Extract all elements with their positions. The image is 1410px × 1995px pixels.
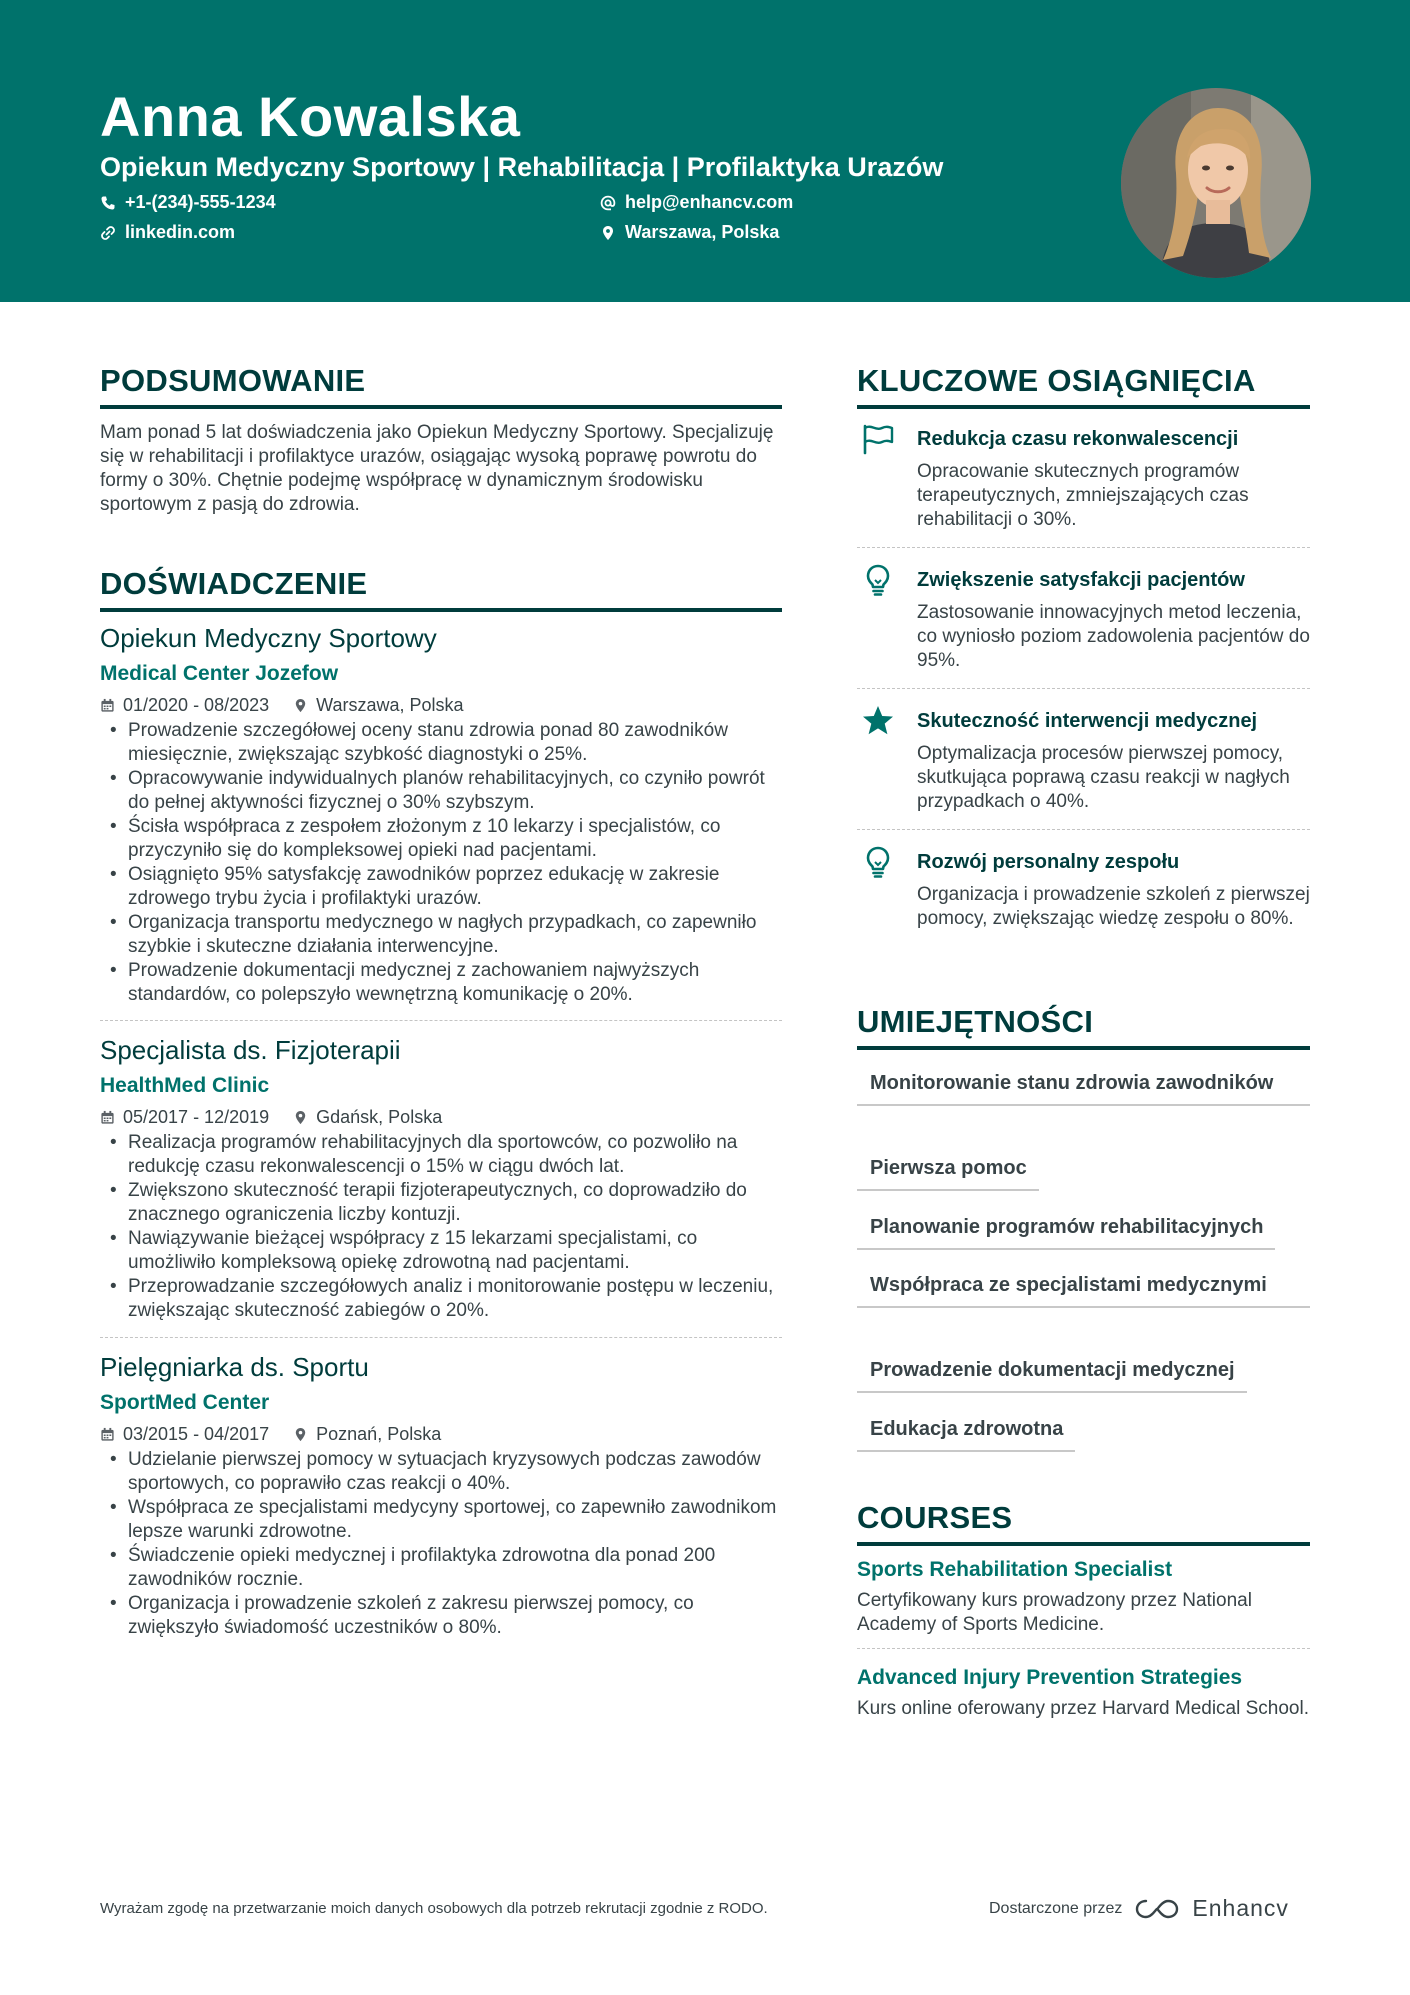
star-icon (861, 704, 895, 738)
job-bullet: • Nawiązywanie bieżącej współpracy z 15 lekarzami specjalistami, co umożliwiło kompleksową opiekę zdrowotną nad pacjentami. (100, 1227, 782, 1275)
job-bullet: • Organizacja transportu medycznego w nagłych przypadkach, co zapewniło szybkie i skuteczne działania interwencyjne. (100, 911, 782, 959)
skill-tag: Współpraca ze specjalistami medycznymi (857, 1272, 1310, 1308)
job-meta (100, 1105, 782, 1129)
skill-tag: Planowanie programów rehabilitacyjnych (857, 1214, 1275, 1250)
summary-section-title: PODSUMOWANIE (100, 363, 782, 409)
job-bullet: • Prowadzenie szczegółowej oceny stanu zdrowia ponad 80 zawodników miesięcznie, zwiększając szybkość diagnostyki o 25%. (100, 719, 782, 767)
job-company[interactable]: SportMed Center (100, 1391, 270, 1414)
location-pin-icon (293, 1110, 308, 1125)
job-entry (100, 1034, 782, 1323)
job-divider (100, 1337, 782, 1338)
calendar-icon (100, 1427, 115, 1442)
job-entry (100, 622, 782, 1007)
course-desc: Certyfikowany kurs prowadzony przez National Academy of Sports Medicine. (857, 1590, 1252, 1635)
job-bullet: • Świadczenie opieki medycznej i profilaktyka zdrowotna dla ponad 200 zawodników rocznie. (100, 1544, 782, 1592)
job-bullet: • Przeprowadzanie szczegółowych analiz i monitorowanie postępu w leczeniu, zwiększając skuteczność zabiegów o 20%. (100, 1275, 782, 1323)
achievement-desc: Zastosowanie innowacyjnych metod leczenia, co wyniosło poziom zadowolenia pacjentów do 95%. (917, 602, 1310, 671)
job-dates: 05/2017 - 12/2019 (123, 1107, 270, 1127)
footer-brand[interactable] (989, 1895, 1289, 1922)
achievement-title: Redukcja czasu rekonwalescencji (917, 428, 1239, 450)
job-meta (100, 693, 782, 717)
job-bullet: • Zwiększono skuteczność terapii fizjoterapeutycznych, co doprowadziło do znacznego ograniczenia liczby kontuzji. (100, 1179, 782, 1227)
achievement-divider (857, 688, 1310, 689)
contact-email[interactable] (600, 192, 793, 213)
job-bullet: • Prowadzenie dokumentacji medycznej z zachowaniem najwyższych standardów, co polepszyło wewnętrzną komunikację o 20%. (100, 959, 782, 1007)
job-dates: 03/2015 - 04/2017 (123, 1424, 270, 1444)
job-bullet: • Udzielanie pierwszej pomocy w sytuacjach kryzysowych podczas zawodów sportowych, co poprawiło czas reakcji o 40%. (100, 1448, 782, 1496)
link-icon (100, 225, 116, 241)
job-bullet: • Osiągnięto 95% satysfakcję zawodników poprzez edukację w zakresie zdrowego trybu życia i profilaktyki urazów. (100, 863, 782, 911)
contact-linkedin-text: linkedin.com (125, 222, 236, 242)
job-bullet: • Współpraca ze specjalistami medycyny sportowej, co zapewniło zawodnikom lepsze warunki zdrowotne. (100, 1496, 782, 1544)
job-bullet: • Realizacja programów rehabilitacyjnych dla sportowców, co pozwoliło na redukcję czasu rekonwalescencji o 15% w ciągu dwóch lat. (100, 1131, 782, 1179)
location-pin-icon (293, 1427, 308, 1442)
skill-tag: Pierwsza pomoc (857, 1155, 1039, 1191)
courses-section-title: COURSES (857, 1500, 1310, 1546)
achievement-desc: Optymalizacja procesów pierwszej pomocy, skutkująca poprawą czasu reakcji w nagłych przypadkach o 40%. (917, 743, 1290, 812)
course-divider (857, 1648, 1310, 1649)
contact-phone-text: +1-(234)-555-1234 (125, 192, 276, 212)
job-bullet: • Ścisła współpraca z zespołem złożonym z 10 lekarzy i specjalistów, co przyczyniło się do kompleksowej opieki nad pacjentami. (100, 815, 782, 863)
profile-photo (1121, 88, 1311, 278)
job-dates: 01/2020 - 08/2023 (123, 695, 270, 715)
job-title: Specjalista ds. Fizjoterapii (100, 1035, 401, 1065)
achievement-title: Skuteczność interwencji medycznej (917, 710, 1258, 732)
contact-linkedin[interactable] (100, 222, 235, 243)
job-location: Warszawa, Polska (316, 695, 464, 715)
calendar-icon (100, 1110, 115, 1125)
brand-name: Enhancv (1192, 1895, 1289, 1921)
flag-icon (861, 422, 895, 456)
job-bullets (100, 1131, 782, 1323)
achievement-title: Rozwój personalny zespołu (917, 851, 1180, 873)
location-pin-icon (600, 225, 616, 241)
lightbulb-icon (861, 845, 895, 879)
job-entry (100, 1351, 782, 1640)
enhancv-logo-icon (1134, 1897, 1180, 1921)
powered-by-label: Dostarczone przez (989, 1899, 1123, 1917)
achievement-divider (857, 829, 1310, 830)
location-pin-icon (293, 698, 308, 713)
achievement-desc: Organizacja i prowadzenie szkoleń z pierwszej pomocy, zwiększając wiedzę zespołu o 80%. (917, 884, 1310, 929)
course-title: Advanced Injury Prevention Strategies (857, 1666, 1243, 1689)
calendar-icon (100, 698, 115, 713)
at-icon (600, 195, 616, 211)
candidate-name: Anna Kowalska (100, 85, 521, 148)
contact-email-text: help@enhancv.com (625, 192, 794, 212)
job-company[interactable]: HealthMed Clinic (100, 1074, 270, 1097)
job-location: Poznań, Polska (316, 1424, 442, 1444)
job-meta (100, 1422, 782, 1446)
job-title: Opiekun Medyczny Sportowy (100, 623, 437, 653)
phone-icon (100, 195, 116, 211)
job-bullets (100, 1448, 782, 1640)
job-bullets (100, 719, 782, 1007)
job-divider (100, 1020, 782, 1021)
contact-location (600, 222, 779, 243)
contact-phone[interactable] (100, 192, 276, 213)
skill-tag: Edukacja zdrowotna (857, 1416, 1075, 1452)
lightbulb-icon (861, 563, 895, 597)
summary-text: Mam ponad 5 lat doświadczenia jako Opiekun Medyczny Sportowy. Specjalizuję się w rehabilitacji i profilaktyce urazów, osiągając wysoką poprawę powrotu do formy o 30%. Chętnie podejmę współpracę w dynamicznym środowisku sportowym z pasją do zdrowia. (100, 422, 774, 515)
gdpr-consent-note: Wyrażam zgodę na przetwarzanie moich danych osobowych dla potrzeb rekrutacji zgodnie z RODO. (100, 1900, 768, 1917)
job-bullet: • Opracowywanie indywidualnych planów rehabilitacyjnych, co czyniło powrót do pełnej aktywności fizycznej o 30% szybszym. (100, 767, 782, 815)
job-title: Pielęgniarka ds. Sportu (100, 1352, 369, 1382)
job-company[interactable]: Medical Center Jozefow (100, 662, 339, 685)
course-title: Sports Rehabilitation Specialist (857, 1558, 1173, 1581)
job-bullet: • Organizacja i prowadzenie szkoleń z zakresu pierwszej pomocy, co zwiększyło świadomość uczestników o 80%. (100, 1592, 782, 1640)
skills-section-title: UMIEJĘTNOŚCI (857, 1004, 1310, 1050)
candidate-headline: Opiekun Medyczny Sportowy | Rehabilitacja | Profilaktyka Urazów (100, 152, 944, 182)
achievement-title: Zwiększenie satysfakcji pacjentów (917, 569, 1245, 591)
job-location: Gdańsk, Polska (316, 1107, 443, 1127)
achievements-section-title: KLUCZOWE OSIĄGNIĘCIA (857, 363, 1310, 409)
experience-section-title: DOŚWIADCZENIE (100, 566, 782, 612)
skill-tag: Monitorowanie stanu zdrowia zawodników (857, 1070, 1310, 1106)
achievement-desc: Opracowanie skutecznych programów terapeutycznych, zmniejszających czas rehabilitacji o 30%. (917, 461, 1249, 530)
achievement-divider (857, 547, 1310, 548)
skill-tag: Prowadzenie dokumentacji medycznej (857, 1357, 1247, 1393)
course-desc: Kurs online oferowany przez Harvard Medical School. (857, 1698, 1309, 1719)
contact-location-text: Warszawa, Polska (625, 222, 780, 242)
header-banner (0, 0, 1410, 302)
